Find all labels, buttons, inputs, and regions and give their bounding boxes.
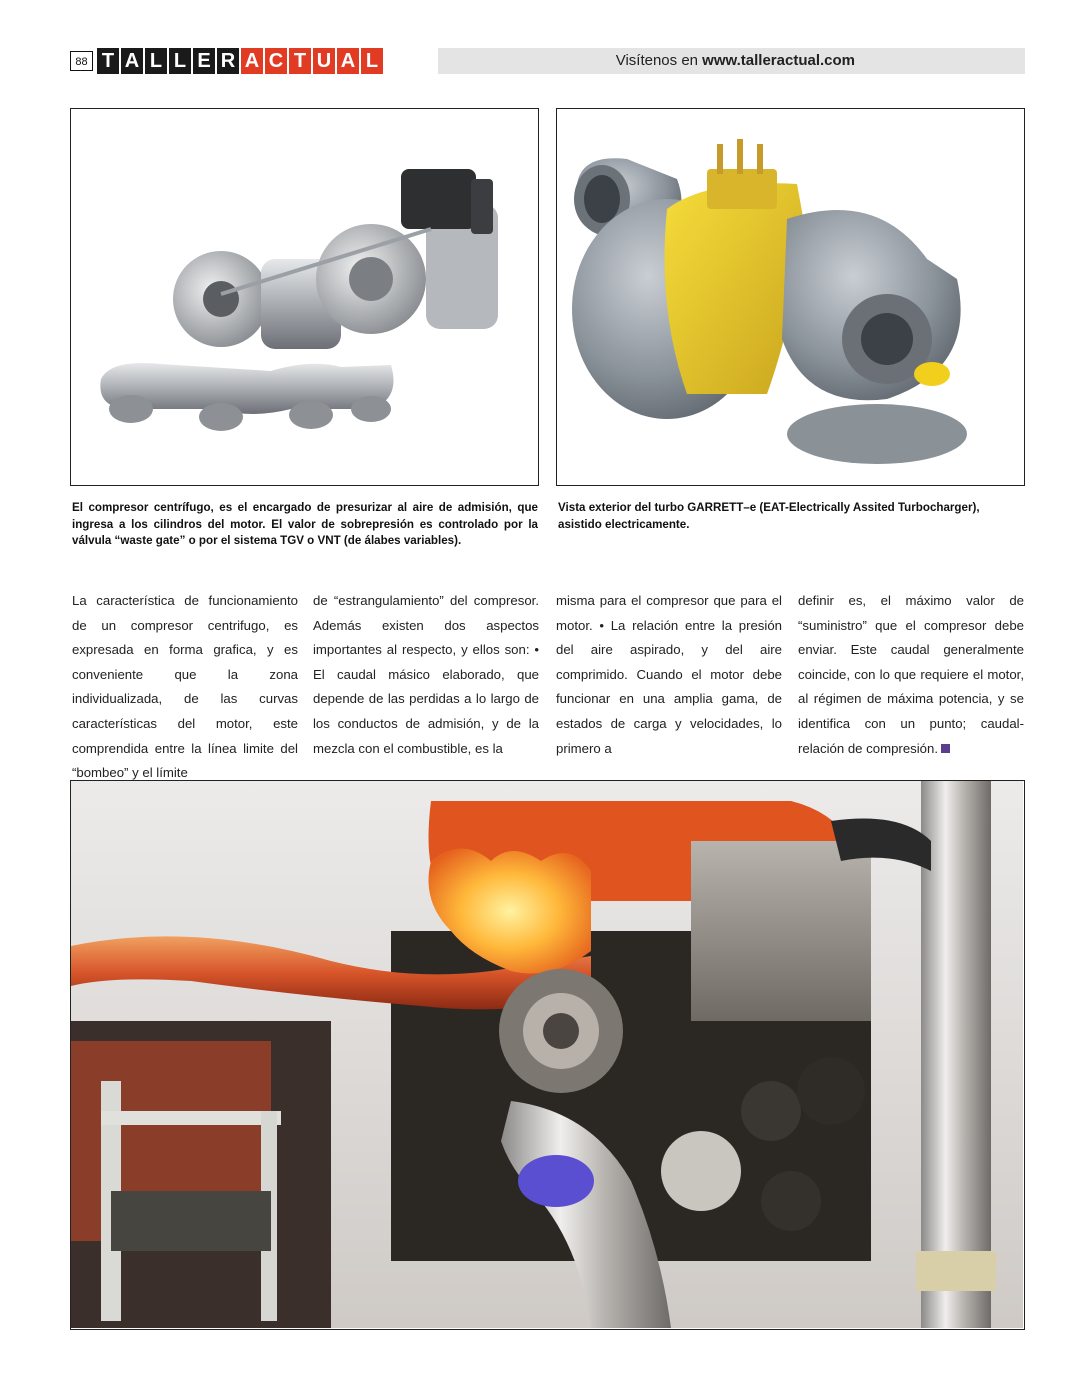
page-number: 88 xyxy=(70,51,93,71)
body-column-4-text: definir es, el máximo valor de “suministro” que el compresor debe enviar. Este caudal generalmente coincide, con lo que requiere el motor, al régimen de máxima potencia, y se identifica con un punto; caudal-relación de compresión. xyxy=(798,593,1024,756)
logo-letter: L xyxy=(361,48,383,74)
body-column-2: de “estrangulamiento” del compresor. Además existen dos aspectos importantes al respecto, y ellos son: • El caudal másico elaborado, que depende de las perdidas a lo largo de los conductos de admisión, y de la mezcla con el combustible, es la xyxy=(313,593,539,756)
visit-label: Visítenos en xyxy=(615,52,703,69)
logo-letter: L xyxy=(145,48,167,74)
logo-letter: A xyxy=(121,48,143,74)
visit-website xyxy=(616,48,855,74)
turbo-wastegate-illustration xyxy=(71,109,537,484)
caption-right: Vista exterior del turbo GARRETT–e (EAT-Electrically Assited Turbocharger), asistido electricamente. xyxy=(558,501,980,531)
body-column-3: misma para el compresor que para el motor. • La relación entre la presión del aire aspirado, y del aire comprimido. Cuando el motor debe funcionar en una amplia gama, de estados de carga y velocidades, lo primero a xyxy=(556,593,782,756)
body-column-4 xyxy=(798,589,1024,761)
body-column-1: La característica de funcionamiento de un compresor centrifugo, es expresada en forma grafica, y es conveniente que la zona individualizada, de las curvas características del motor, este comprendida entre la línea limite del “bombeo” y el límite xyxy=(72,593,298,781)
garrett-e-turbo-illustration xyxy=(557,109,1023,484)
brand-logo xyxy=(97,48,385,74)
logo-letter: A xyxy=(241,48,263,74)
logo-letter: U xyxy=(313,48,335,74)
logo-letter: R xyxy=(217,48,239,74)
website-link[interactable]: www.talleractual.com xyxy=(702,52,855,69)
end-of-article-mark xyxy=(941,744,950,753)
garrett-e-turbo-photo xyxy=(556,108,1025,486)
turbo-wastegate-photo xyxy=(70,108,539,486)
logo-letter: T xyxy=(97,48,119,74)
logo-letter: C xyxy=(265,48,287,74)
logo-letter: A xyxy=(337,48,359,74)
engine-test-bench-illustration xyxy=(71,781,1023,1328)
logo-letter: L xyxy=(169,48,191,74)
engine-test-bench-photo xyxy=(70,780,1025,1330)
caption-left: El compresor centrífugo, es el encargado de presurizar al aire de admisión, que ingresa a los cilindros del motor. El valor de sobrepresión es controlado por la válvula “waste gate” o por el sistema TGV o VNT (de álabes variables). xyxy=(72,501,538,547)
logo-letter: T xyxy=(289,48,311,74)
logo-letter: E xyxy=(193,48,215,74)
page-header xyxy=(70,48,1025,74)
